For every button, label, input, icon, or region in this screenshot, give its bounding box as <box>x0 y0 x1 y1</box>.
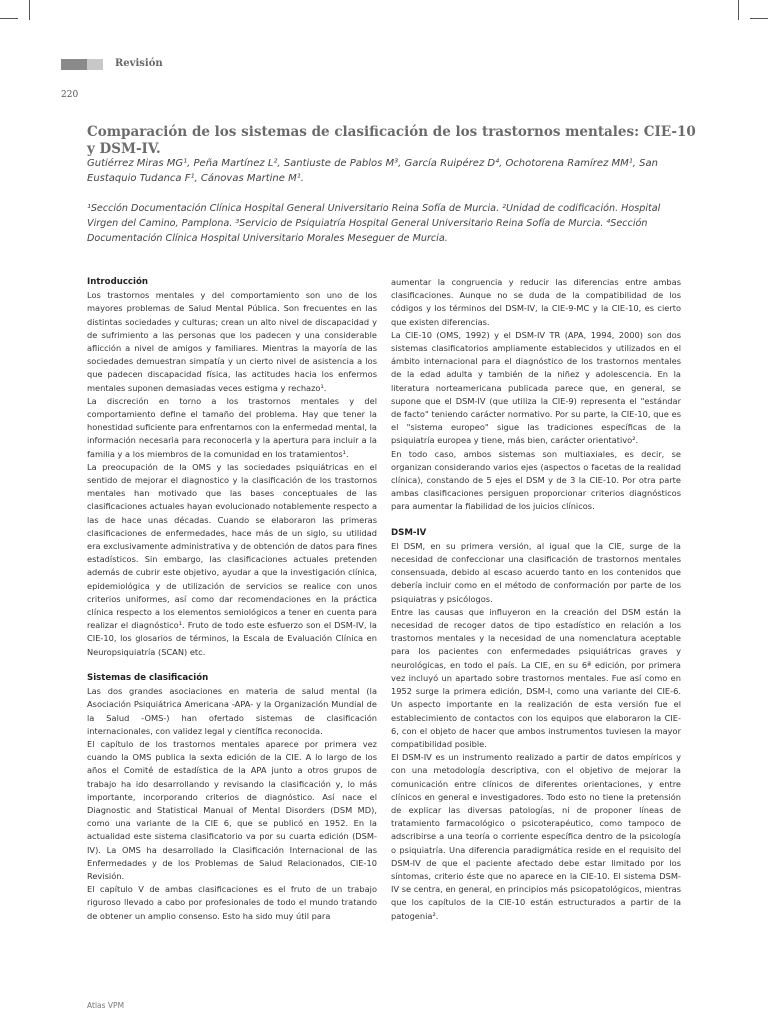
paragraph: El DSM-IV es un instrumento realizado a partir de datos empíricos y con una metodología descriptiva, con el objetivo de mejorar la comunicación entre clínicos de diferentes orientaciones, y entre clínicos en general e investigadores. Todo esto no tiene la pretensión de explicar las diversas patologías, ni de proponer líneas de tratamiento farmacológico o psicoterapéutico, como tampoco de adscribirse a una teoría o corriente específica dentro de la psicología o psiquiatría. Una diferencia paradigmática reside en el requisito del DSM-IV de que el paciente afectado debe estar limitado por los síntomas, criterio éste que no aparece en la CIE-10. El sistema DSM-IV se centra, en general, en principios más psicopatológicos, mientras que los capítulos de la CIE-10 están estructurados a partir de la patogenia². <box>391 752 681 921</box>
crop-mark <box>0 18 18 19</box>
section-label: Revisión <box>115 58 163 69</box>
paragraph: aumentar la congruencia y reducir las diferencias entre ambas clasificaciones. Aunque no se duda de la compatibilidad de los códigos y los términos del DSM-IV, la CIE-9-MC y la CIE-10, es cierto que existen diferencias. <box>391 277 681 327</box>
right-column <box>391 276 681 923</box>
crop-mark <box>29 0 30 20</box>
section-heading-sistemas: Sistemas de clasificación <box>87 672 209 683</box>
paragraph: La discreción en torno a los trastornos mentales y del comportamiento define el tamaño del problema. Hay que tener la honestidad suficiente para enfrentarnos con la enfermedad mental, la información necesaria para reconocerla y la apertura para incluir a la familia y a los miembros de la comunidad en los tratamientos¹. <box>87 395 377 459</box>
paragraph: El capítulo V de ambas clasificaciones es el fruto de un trabajo riguroso llevado a cabo por profesionales de todo el mundo tratando de obtener un amplio consenso. Esto ha sido muy útil para <box>87 884 377 921</box>
paragraph: La CIE-10 (OMS, 1992) y el DSM-IV TR (APA, 1994, 2000) son dos sistemas clasificatorios ampliamente establecidos y utilizados en el ámbito internacional para el diagnóstico de los trastornos mentales de la edad adulta y también de la niñez y adolescencia. En la literatura norteamericana publicada parece que, en general, se supone que el DSM-IV (que utiliza la CIE-9) representa el "estándar de facto" teniendo carácter normativo. Por su parte, la CIE-10, que es el "sistema europeo" sigue las tradiciones específicas de la psiquiatría europea y tiene, más bien, carácter orientativo². <box>391 329 681 446</box>
section-heading-dsm-iv: DSM-IV <box>391 527 427 538</box>
paragraph: Las dos grandes asociaciones en materia de salud mental (la Asociación Psiquiátrica Americana -APA- y la Organización Mundial de la Salud -OMS-) han ofertado sistemas de clasificación internacionales, con validez legal y científica reconocida. <box>87 686 377 736</box>
paragraph: Los trastornos mentales y del comportamiento son uno de los mayores problemas de Salud Mental Pública. Son frecuentes en las distintas sociedades y culturas; crean un alto nivel de discapacidad y de sufrimiento a las personas que los padecen y una considerable aflicción a nivel de amigos y familiares. Mientras la mayoría de las sociedades demuestran simpatía y un cierto nivel de asistencia a los que padecen discapacidad física, las actitudes hacia los enfermos mentales suponen demasiadas veces estigma y rechazo¹. <box>87 290 377 393</box>
article-affiliations: ¹Sección Documentación Clínica Hospital General Universitario Reina Sofía de Murcia. ²Unidad de codificación. Hospital Virgen del Camino, Pamplona. ³Servicio de Psiquiatría Hospital General Universitario Reina Sofía de Murcia. ⁴Sección Documentación Clínica Hospital Universitario Morales Meseguer de Murcia. <box>87 203 661 244</box>
paragraph: En todo caso, ambos sistemas son multiaxiales, es decir, se organizan considerando varios ejes (aspectos o facetas de la realidad clínica), constando de 5 ejes el DSM y de 3 la CIE-10. Por otra parte ambas clasificaciones persiguen proporcionar criterios diagnósticos para aumentar la fiabilidad de los juicios clínicos. <box>391 448 681 512</box>
page-number: 220 <box>61 90 79 100</box>
article-title: Comparación de los sistemas de clasificación de los trastornos mentales: CIE-10 y DSM-IV. <box>87 124 696 157</box>
article-authors: Gutiérrez Miras MG¹, Peña Martínez L², Santiuste de Pablos M³, García Ruipérez D⁴, Ochotorena Ramírez MM¹, San Eustaquio Tudanca F¹, Cánovas Martine M¹. <box>87 158 658 184</box>
header-accent-bar <box>61 59 87 70</box>
section-heading-introduccion: Introducción <box>87 277 148 287</box>
crop-mark <box>750 18 768 19</box>
left-column <box>87 276 377 923</box>
crop-mark <box>738 0 739 20</box>
header-accent-bar-light <box>87 59 103 70</box>
paragraph: El capítulo de los trastornos mentales aparece por primera vez cuando la OMS publica la sexta edición de la CIE. A lo largo de los años el Comité de estadística de la APA junto a otros grupos de trabajo ha ido desarrollando y revisando la clasificación y, lo más importante, incorporando criterios de diagnóstico. Así nace el Diagnostic and Statistical Manual of Mental Disorders (DSM MD), como una variante de la CIE 6, que se publicó en 1952. En la actualidad este sistema clasificatorio va por su cuarta edición (DSM-IV). La OMS ha desarrollado la Clasificación Internacional de las Enfermedades y de los Problemas de Salud Relacionados, CIE-10 Revisión. <box>87 738 377 881</box>
footer-journal: Atlas VPM <box>87 1001 125 1010</box>
paragraph: La preocupación de la OMS y las sociedades psiquiátricas en el sentido de mejorar el diagnostico y la clasificación de los trastornos mentales han motivado que las bases conceptuales de las clasificaciones actuales hayan evolucionado notablemente respecto a las de hace unas décadas. Cuando se elaboraron las primeras clasificaciones de enfermedades, hace más de un siglo, su utilidad era exclusivamente administrativa y de obtención de datos para fines estadísticos. Sin embargo, las clasificaciones actuales pretenden además de cubrir este objetivo, ayudar a que la investigación clínica, epidemiológica y de utilización de servicios se realice con unos criterios uniformes, así como dar recomendaciones en la práctica clínica respecto a los elementos semiológicos a tener en cuenta para realizar el diagnóstico¹. Fruto de todo este esfuerzo son el DSM-IV, la CIE-10, los glosarios de términos, la Escala de Evaluación Clínica en Neuropsiquiatría (SCAN) etc. <box>87 461 377 657</box>
paragraph: El DSM, en su primera versión, al igual que la CIE, surge de la necesidad de confeccionar una clasificación de trastornos mentales consensuada, debido al escaso acuerdo tanto en los contenidos que debería incluir como en el método de conformación por parte de los psiquiatras y psicólogos. <box>391 540 681 604</box>
paragraph: Entre las causas que influyeron en la creación del DSM están la necesidad de recoger datos de tipo estadístico en relación a los trastornos mentales y la necesidad de una nomenclatura aceptable para los pacientes con enfermedades psiquiátricas graves y neurológicas, en todo el país. La CIE, en su 6ª edición, por primera vez incluyó un apartado sobre trastornos mentales. Fue así como en 1952 surge la primera edición, DSM-I, como una variante del CIE-6. Un aspecto importante en la realización de esta versión fue el establecimiento de contactos con los equipos que elaboraron la CIE-6, con el objeto de hacer que ambos instrumentos tuviesen la mayor compatibilidad posible. <box>391 606 681 749</box>
